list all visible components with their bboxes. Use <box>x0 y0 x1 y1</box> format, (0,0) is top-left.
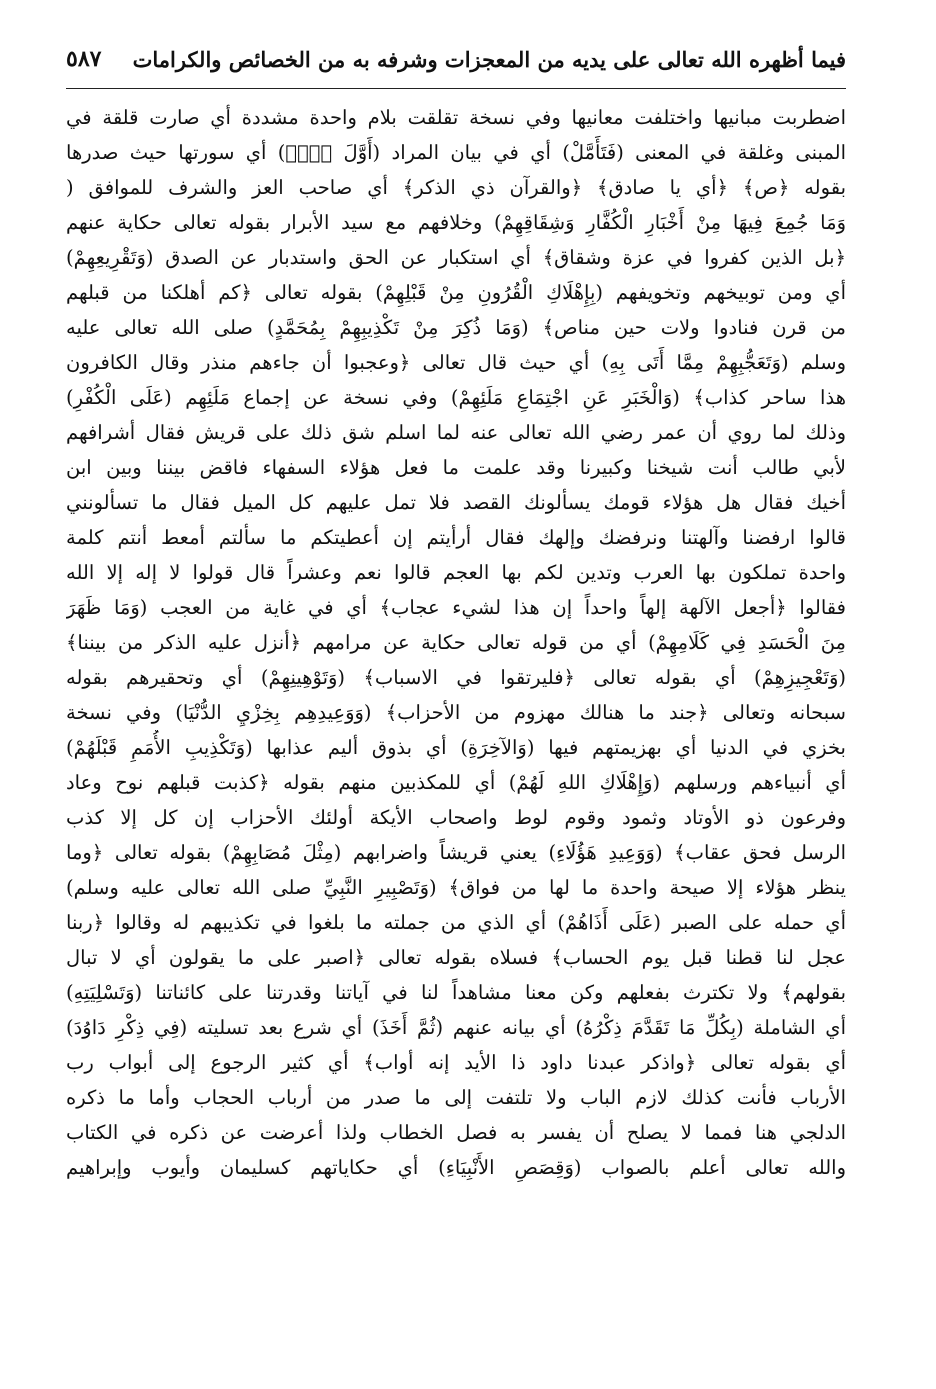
text-line: اضطربت مبانيها واختلفت معانيها وفي نسخة تقلقت بلام واحدة مشددة أي صارت قلقة في <box>66 106 846 129</box>
text-line: واحدة تملكون بها العرب وتدين لكم بها العجم قالوا نعم وعشراً قال قولوا لا إله إلا الله <box>66 561 846 584</box>
text-line: والله تعالى أعلم بالصواب (وَقِصَصِ الأَنْبِيَاءِ) أي حكاياتهم كسليمان وأيوب وإبراهيم <box>66 1156 846 1179</box>
page-header <box>66 34 846 84</box>
text-line: فقالوا ﴿أجعل الآلهة إلهاً واحداً إن هذا لشيء عجاب﴾ أي في غاية من العجب (وَمَا ظَهَرَ <box>66 596 846 619</box>
text-line: من قرن فنادوا ولات حين مناص﴾ (وَمَا ذُكِرَ مِنْ تَكْذِيبِهِمْ بِمُحَمَّدٍ) صلى الله تعالى عليه <box>66 316 846 339</box>
text-line: أخيك فقال هل هؤلاء قومك يسألونك القصد فلا تمل عليهم كل الميل فقال ما تسألونني <box>66 491 846 514</box>
text-line: أي حمله على الصبر (عَلَى أَذَاهُمْ) أي الذي من جملته ما بلغوا في تكذيبهم له وقالوا ﴿ربنا <box>66 911 846 934</box>
text-line: أي ومن توبيخهم وتخويفهم (بِإِهْلَاكِ الْقُرُونِ مِنْ قَبْلِهِمْ) بقوله تعالى ﴿كم أهلكنا من قبلهم <box>66 281 846 304</box>
text-line: بقولهم﴾ ولا تكترث بفعلهم وكن معنا مشاهداً لنا في آياتنا وقدرتنا على كائناتنا (وَتَسْلِيَتِهِ) <box>66 981 846 1004</box>
header-divider <box>66 88 846 89</box>
text-line: عجل لنا قطنا قبل يوم الحساب﴾ فسلاه بقوله تعالى ﴿اصبر على ما يقولون أي لا تبال <box>66 946 846 969</box>
running-title: فيما أظهره الله تعالى على يديه من المعجزات وشرفه به من الخصائص والكرامات <box>132 46 846 72</box>
text-line: بخزي في الدنيا أي بهزيمتهم فيها (وَالآخِرَةِ) أي بذوق أليم عذابها (وَتَكْذِيبِ الأُمَمِ قَبْلَهُمْ) <box>66 736 846 759</box>
text-line: أي الشاملة (بِكُلِّ مَا تَقَدَّمَ ذِكْرُهُ) أي بيانه عنهم (ثُمَّ أَخَذَ) أي شرع بعد تسليته (فِي ذِكْرِ دَاوُدَ) <box>66 1016 846 1039</box>
text-line: لأبي طالب أنت شيخنا وكبيرنا وقد علمت ما فعل هؤلاء السفهاء فاقض بيننا وبين ابن <box>66 456 846 479</box>
text-line: وسلم (وَتَعَجُّبِهِمْ مِمَّا أَتَى بِهِ) أي حيث قال تعالى ﴿وعجبوا أن جاءهم منذر وقال الكافرون <box>66 351 846 374</box>
text-line: ينظر هؤلاء إلا صيحة واحدة ما لها من فواق﴾ (وَتَصْبِيرِ النَّبِيِّ صلى الله تعالى عليه وسلم) <box>66 876 846 899</box>
text-line: المبنى وغلقة في المعنى (فَتَأَمَّلْ) أي في بيان المراد (أَوَّلَ ﴿صۤ﴾) أي سورتها حيث صدرها <box>66 141 846 164</box>
text-line: بقوله ﴿ص﴾ ﴿أي يا صادق﴾ ﴿والقرآن ذي الذكر﴾ أي صاحب العز والشرف للموافق ( <box>66 176 846 199</box>
text-line: الدلجي هنا فمما لا يصلح أن يفسر به فصل الخطاب ولذا أعرضت عن ذكره في الكتاب <box>66 1121 846 1144</box>
text-line: سبحانه وتعالى ﴿جند ما هنالك مهزوم من الأحزاب﴾ (وَوَعِيدِهِم بِخِزْيِ الدُّنْيَا) وفي نسخة <box>66 701 846 724</box>
body-text <box>66 100 846 1185</box>
text-line: ﴿بل الذين كفروا في عزة وشقاق﴾ أي استكبار عن الحق واستدبار عن الصدق (وَتَقْرِيعِهِمْ) <box>66 246 846 269</box>
text-line: قالوا ارفضنا وآلهتنا ونرفضك وإلهك فقال أرأيتم إن أعطيتكم ما سألتم أمعط أنتم كلمة <box>66 526 846 549</box>
text-line: وذلك لما روي أن عمر رضي الله تعالى عنه لما اسلم شق ذلك على قريش فقال أشرافهم <box>66 421 846 444</box>
text-line: الرسل فحق عقاب﴾ (وَوَعِيدِ هَؤُلَاءِ) يعني قريشاً واضرابهم (مِثْلَ مُصَابِهِمْ) بقوله تعالى ﴿وما <box>66 841 846 864</box>
text-line: أي أنبياءهم ورسلهم (وَإِهْلَاكِ اللهِ لَهُمْ) أي للمكذبين منهم بقوله ﴿كذبت قبلهم نوح وعاد <box>66 771 846 794</box>
text-line: الأرباب فأنت كذلك لازم الباب ولا تلتفت إلى ما صدر من أرباب الحجاب وأما ما ذكره <box>66 1086 846 1109</box>
text-line: وفرعون ذو الأوتاد وثمود وقوم لوط واصحاب الأيكة أولئك الأحزاب إن كل إلا كذب <box>66 806 846 829</box>
text-line: مِنَ الْحَسَدِ فِي كَلَامِهِمْ) أي من قوله تعالى حكاية عن مرامهم ﴿أنزل عليه الذكر من بيننا﴾ <box>66 631 846 654</box>
text-line: وَمَا جُمِعَ فِيهَا مِنْ أَخْبَارِ الْكُفَّارِ وَشِقَاقِهِمْ) وخلافهم مع سيد الأبرار بقوله تعالى حكاية عنهم <box>66 211 846 234</box>
text-line: أي بقوله تعالى ﴿واذكر عبدنا داود ذا الأيد إنه أواب﴾ أي كثير الرجوع إلى أبواب رب <box>66 1051 846 1074</box>
page-number: ٥٨٧ <box>66 46 102 72</box>
text-line: هذا ساحر كذاب﴾ (وَالْخَبَرِ عَنِ اجْتِمَاعِ مَلَئِهِمْ) وفي نسخة عن إجماع مَلَئِهِم (عَلَى الْكُفْرِ) <box>66 386 846 409</box>
text-line: (وَتَعْجِيزِهِمْ) أي بقوله تعالى ﴿فليرتقوا في الاسباب﴾ (وَتَوْهِينِهِمْ) أي وتحقيرهم بقوله <box>66 666 846 689</box>
